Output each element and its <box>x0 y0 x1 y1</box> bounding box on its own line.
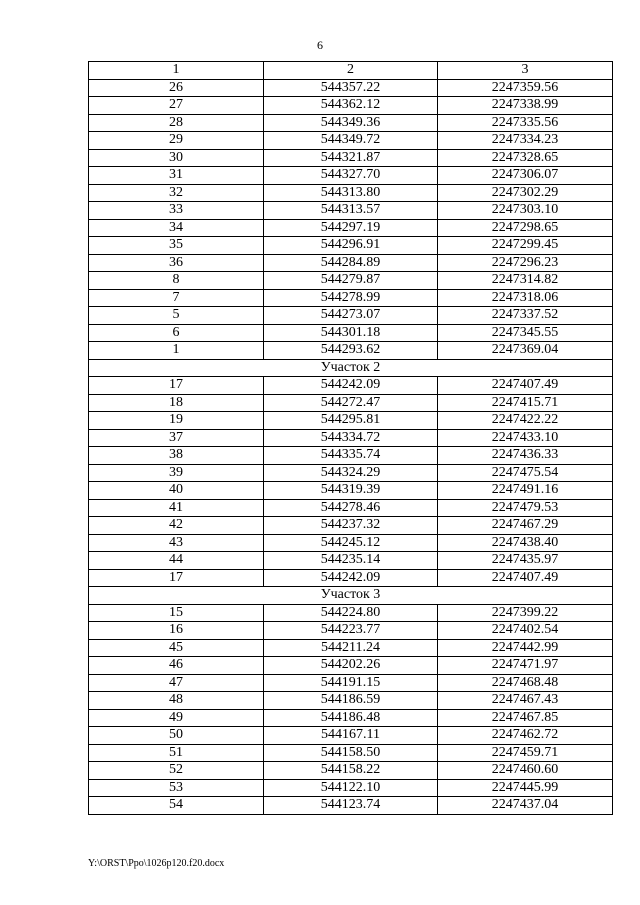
x-coordinate-cell: 544278.99 <box>264 289 438 307</box>
x-coordinate-cell: 544223.77 <box>264 622 438 640</box>
x-coordinate-cell: 544301.18 <box>264 324 438 342</box>
point-number-cell: 31 <box>89 167 264 185</box>
table-row <box>89 272 613 290</box>
table-row <box>89 779 613 797</box>
y-coordinate-cell: 2247467.85 <box>438 709 613 727</box>
table-row <box>89 552 613 570</box>
table-row <box>89 394 613 412</box>
point-number-cell: 26 <box>89 79 264 97</box>
y-coordinate-cell: 2247491.16 <box>438 482 613 500</box>
table-row <box>89 342 613 360</box>
y-coordinate-cell: 2247302.29 <box>438 184 613 202</box>
table-row <box>89 674 613 692</box>
x-coordinate-cell: 544202.26 <box>264 657 438 675</box>
table-row <box>89 447 613 465</box>
table-row <box>89 97 613 115</box>
point-number-cell: 53 <box>89 779 264 797</box>
table-row <box>89 307 613 325</box>
column-header: 3 <box>438 62 613 80</box>
y-coordinate-cell: 2247299.45 <box>438 237 613 255</box>
y-coordinate-cell: 2247328.65 <box>438 149 613 167</box>
y-coordinate-cell: 2247334.23 <box>438 132 613 150</box>
point-number-cell: 30 <box>89 149 264 167</box>
section-title-row <box>89 587 613 605</box>
table-row <box>89 412 613 430</box>
table-row <box>89 692 613 710</box>
x-coordinate-cell: 544293.62 <box>264 342 438 360</box>
point-number-cell: 49 <box>89 709 264 727</box>
section-title-row <box>89 359 613 377</box>
point-number-cell: 38 <box>89 447 264 465</box>
table-row <box>89 377 613 395</box>
table-row <box>89 744 613 762</box>
y-coordinate-cell: 2247435.97 <box>438 552 613 570</box>
point-number-cell: 28 <box>89 114 264 132</box>
y-coordinate-cell: 2247438.40 <box>438 534 613 552</box>
table-row <box>89 79 613 97</box>
y-coordinate-cell: 2247407.49 <box>438 569 613 587</box>
x-coordinate-cell: 544167.11 <box>264 727 438 745</box>
y-coordinate-cell: 2247296.23 <box>438 254 613 272</box>
y-coordinate-cell: 2247359.56 <box>438 79 613 97</box>
y-coordinate-cell: 2247442.99 <box>438 639 613 657</box>
table-row <box>89 464 613 482</box>
table-row <box>89 727 613 745</box>
y-coordinate-cell: 2247460.60 <box>438 762 613 780</box>
x-coordinate-cell: 544349.72 <box>264 132 438 150</box>
point-number-cell: 8 <box>89 272 264 290</box>
point-number-cell: 34 <box>89 219 264 237</box>
table-row <box>89 202 613 220</box>
point-number-cell: 15 <box>89 604 264 622</box>
file-path-footer: Y:\ORST\Ppo\1026p120.f20.docx <box>88 858 225 869</box>
coordinates-table <box>88 61 613 815</box>
y-coordinate-cell: 2247399.22 <box>438 604 613 622</box>
point-number-cell: 17 <box>89 377 264 395</box>
y-coordinate-cell: 2247345.55 <box>438 324 613 342</box>
y-coordinate-cell: 2247407.49 <box>438 377 613 395</box>
section-title: Участок 2 <box>89 359 613 377</box>
x-coordinate-cell: 544334.72 <box>264 429 438 447</box>
point-number-cell: 6 <box>89 324 264 342</box>
x-coordinate-cell: 544278.46 <box>264 499 438 517</box>
point-number-cell: 29 <box>89 132 264 150</box>
point-number-cell: 27 <box>89 97 264 115</box>
y-coordinate-cell: 2247437.04 <box>438 797 613 815</box>
x-coordinate-cell: 544357.22 <box>264 79 438 97</box>
point-number-cell: 46 <box>89 657 264 675</box>
x-coordinate-cell: 544122.10 <box>264 779 438 797</box>
table-row <box>89 622 613 640</box>
point-number-cell: 51 <box>89 744 264 762</box>
point-number-cell: 33 <box>89 202 264 220</box>
x-coordinate-cell: 544279.87 <box>264 272 438 290</box>
y-coordinate-cell: 2247462.72 <box>438 727 613 745</box>
point-number-cell: 19 <box>89 412 264 430</box>
table-row <box>89 517 613 535</box>
y-coordinate-cell: 2247318.06 <box>438 289 613 307</box>
y-coordinate-cell: 2247314.82 <box>438 272 613 290</box>
x-coordinate-cell: 544186.59 <box>264 692 438 710</box>
y-coordinate-cell: 2247467.43 <box>438 692 613 710</box>
y-coordinate-cell: 2247436.33 <box>438 447 613 465</box>
x-coordinate-cell: 544313.80 <box>264 184 438 202</box>
point-number-cell: 43 <box>89 534 264 552</box>
section-title: Участок 3 <box>89 587 613 605</box>
point-number-cell: 17 <box>89 569 264 587</box>
point-number-cell: 7 <box>89 289 264 307</box>
table-row <box>89 604 613 622</box>
x-coordinate-cell: 544245.12 <box>264 534 438 552</box>
y-coordinate-cell: 2247479.53 <box>438 499 613 517</box>
table-row <box>89 149 613 167</box>
point-number-cell: 36 <box>89 254 264 272</box>
x-coordinate-cell: 544273.07 <box>264 307 438 325</box>
table-row <box>89 167 613 185</box>
table-row <box>89 289 613 307</box>
y-coordinate-cell: 2247306.07 <box>438 167 613 185</box>
y-coordinate-cell: 2247471.97 <box>438 657 613 675</box>
y-coordinate-cell: 2247475.54 <box>438 464 613 482</box>
table-body <box>89 62 613 815</box>
point-number-cell: 40 <box>89 482 264 500</box>
point-number-cell: 18 <box>89 394 264 412</box>
x-coordinate-cell: 544272.47 <box>264 394 438 412</box>
x-coordinate-cell: 544295.81 <box>264 412 438 430</box>
column-header: 1 <box>89 62 264 80</box>
x-coordinate-cell: 544224.80 <box>264 604 438 622</box>
y-coordinate-cell: 2247337.52 <box>438 307 613 325</box>
table-row <box>89 534 613 552</box>
x-coordinate-cell: 544324.29 <box>264 464 438 482</box>
y-coordinate-cell: 2247298.65 <box>438 219 613 237</box>
table-row <box>89 429 613 447</box>
y-coordinate-cell: 2247303.10 <box>438 202 613 220</box>
point-number-cell: 35 <box>89 237 264 255</box>
table-row <box>89 482 613 500</box>
point-number-cell: 32 <box>89 184 264 202</box>
y-coordinate-cell: 2247468.48 <box>438 674 613 692</box>
point-number-cell: 52 <box>89 762 264 780</box>
x-coordinate-cell: 544237.32 <box>264 517 438 535</box>
x-coordinate-cell: 544296.91 <box>264 237 438 255</box>
y-coordinate-cell: 2247338.99 <box>438 97 613 115</box>
point-number-cell: 42 <box>89 517 264 535</box>
table-row <box>89 657 613 675</box>
x-coordinate-cell: 544211.24 <box>264 639 438 657</box>
point-number-cell: 39 <box>89 464 264 482</box>
table-row <box>89 114 613 132</box>
y-coordinate-cell: 2247445.99 <box>438 779 613 797</box>
y-coordinate-cell: 2247459.71 <box>438 744 613 762</box>
x-coordinate-cell: 544123.74 <box>264 797 438 815</box>
y-coordinate-cell: 2247402.54 <box>438 622 613 640</box>
point-number-cell: 41 <box>89 499 264 517</box>
x-coordinate-cell: 544242.09 <box>264 569 438 587</box>
x-coordinate-cell: 544158.50 <box>264 744 438 762</box>
table-row <box>89 237 613 255</box>
y-coordinate-cell: 2247433.10 <box>438 429 613 447</box>
point-number-cell: 45 <box>89 639 264 657</box>
x-coordinate-cell: 544313.57 <box>264 202 438 220</box>
point-number-cell: 48 <box>89 692 264 710</box>
table-row <box>89 762 613 780</box>
column-header: 2 <box>264 62 438 80</box>
table-row <box>89 797 613 815</box>
point-number-cell: 5 <box>89 307 264 325</box>
point-number-cell: 16 <box>89 622 264 640</box>
x-coordinate-cell: 544284.89 <box>264 254 438 272</box>
y-coordinate-cell: 2247467.29 <box>438 517 613 535</box>
table-row <box>89 254 613 272</box>
table-row <box>89 709 613 727</box>
point-number-cell: 50 <box>89 727 264 745</box>
x-coordinate-cell: 544349.36 <box>264 114 438 132</box>
x-coordinate-cell: 544235.14 <box>264 552 438 570</box>
point-number-cell: 37 <box>89 429 264 447</box>
table-row <box>89 219 613 237</box>
x-coordinate-cell: 544335.74 <box>264 447 438 465</box>
x-coordinate-cell: 544186.48 <box>264 709 438 727</box>
y-coordinate-cell: 2247422.22 <box>438 412 613 430</box>
x-coordinate-cell: 544321.87 <box>264 149 438 167</box>
x-coordinate-cell: 544297.19 <box>264 219 438 237</box>
table-row <box>89 639 613 657</box>
table-row <box>89 569 613 587</box>
point-number-cell: 44 <box>89 552 264 570</box>
table-header-row <box>89 62 613 80</box>
y-coordinate-cell: 2247369.04 <box>438 342 613 360</box>
table-row <box>89 132 613 150</box>
x-coordinate-cell: 544327.70 <box>264 167 438 185</box>
table-row <box>89 324 613 342</box>
point-number-cell: 47 <box>89 674 264 692</box>
x-coordinate-cell: 544242.09 <box>264 377 438 395</box>
y-coordinate-cell: 2247335.56 <box>438 114 613 132</box>
point-number-cell: 54 <box>89 797 264 815</box>
y-coordinate-cell: 2247415.71 <box>438 394 613 412</box>
table-row <box>89 499 613 517</box>
x-coordinate-cell: 544362.12 <box>264 97 438 115</box>
x-coordinate-cell: 544191.15 <box>264 674 438 692</box>
x-coordinate-cell: 544319.39 <box>264 482 438 500</box>
page-number: 6 <box>317 38 323 52</box>
point-number-cell: 1 <box>89 342 264 360</box>
table-row <box>89 184 613 202</box>
x-coordinate-cell: 544158.22 <box>264 762 438 780</box>
